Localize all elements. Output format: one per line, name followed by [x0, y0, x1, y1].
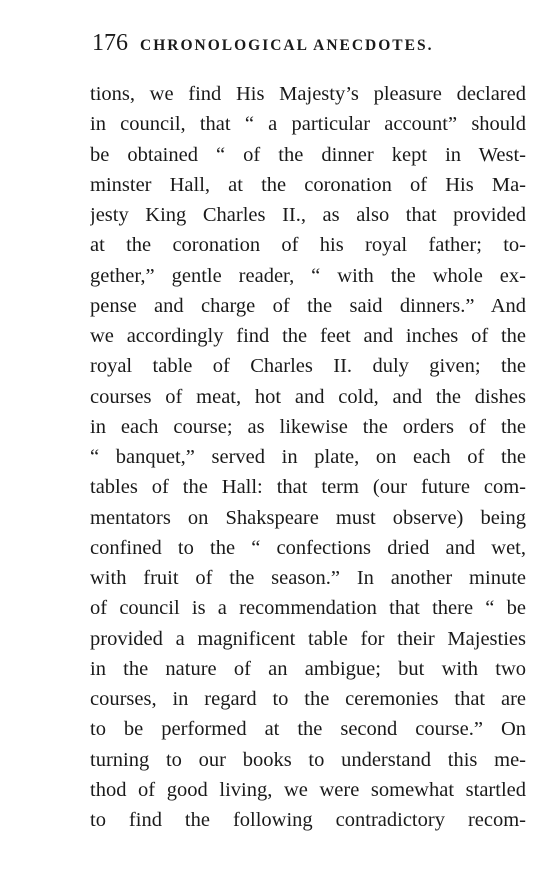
text-line: gether,” gentle reader, “ with the whole ex- [90, 264, 526, 287]
text-line: at the coronation of his royal father; to- [90, 234, 526, 257]
text-line: tions, we find His Majesty’s pleasure declared [90, 83, 526, 105]
text-line: mentators on Shakspeare must observe) being [90, 506, 526, 529]
text-line: minster Hall, at the coronation of His Ma- [90, 173, 526, 196]
text-line: thod of good living, we were somewhat startled [90, 778, 526, 801]
text-line: courses of meat, hot and cold, and the dishes [90, 385, 526, 408]
text-line: “ banquet,” served in plate, on each of the [90, 446, 526, 468]
text-line: be obtained “ of the dinner kept in West- [90, 143, 526, 166]
text-line: provided a magnificent table for their Majesties [90, 627, 526, 650]
text-line: in council, that “ a particular account” should [90, 113, 526, 136]
text-line: pense and charge of the said dinners.” And [90, 294, 526, 317]
page-number: 176 [92, 30, 128, 56]
text-line: confined to the “ confections dried and wet, [90, 536, 526, 559]
text-line: jesty King Charles II., as also that provided [90, 204, 526, 226]
text-line: in each course; as likewise the orders of the [90, 415, 526, 438]
text-line: tables of the Hall: that term (our future com- [90, 476, 526, 499]
text-line: to be performed at the second course.” On [90, 718, 526, 741]
text-line: we accordingly find the feet and inches of the [90, 325, 526, 347]
text-line: to find the following contradictory recom- [90, 809, 526, 831]
page-header [92, 30, 433, 57]
text-line: courses, in regard to the ceremonies that are [90, 688, 526, 710]
text-line: with fruit of the season.” In another minute [90, 567, 526, 589]
text-line: in the nature of an ambigue; but with two [90, 657, 526, 680]
running-title: CHRONOLOGICAL ANECDOTES. [140, 37, 434, 54]
text-line: of council is a recommendation that there “ be [90, 597, 526, 620]
text-line: royal table of Charles II. duly given; the [90, 355, 526, 378]
text-line: turning to our books to understand this me- [90, 748, 526, 771]
body-text [90, 79, 526, 835]
